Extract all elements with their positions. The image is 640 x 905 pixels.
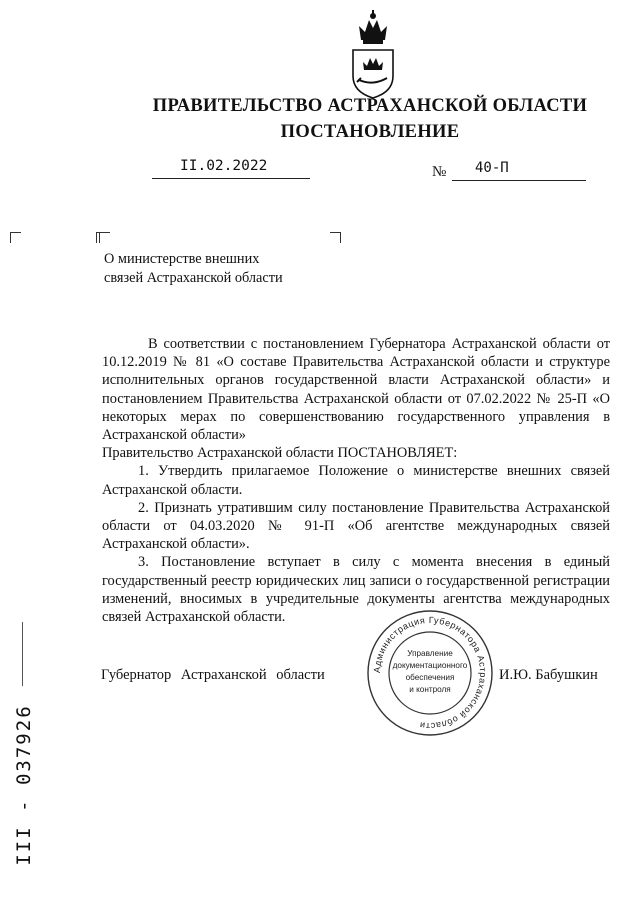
item-2-paragraph: 2. Признать утратившим силу постановление Правительства Астраханской области от 04.03.2020 № 91-П «Об агентстве международных связей Астраханской области». [102, 499, 610, 553]
decree-paragraph: Правительство Астраханской области ПОСТАНОВЛЯЕТ: [102, 445, 458, 462]
intro-paragraph: В соответствии с постановлением Губернатора Астраханской области от 10.12.2019 № 81 «О составе Правительства Астраханской области и структуре исполнительных органов государственной власти Астраханской области» и постановлением Правительства Астраханской области от 07.02.2022 № 25-П «О некоторых мерах по совершенствованию государственного управления в Астраханской области» [102, 336, 610, 444]
official-stamp [365, 608, 495, 738]
number-sign: № [432, 164, 447, 180]
form-serial-number [8, 704, 40, 866]
signature-role: Губернатор Астраханской области [101, 667, 325, 683]
stamp-center-line-1: Управление [407, 649, 453, 658]
stamp-center-line-3: обеспечения [405, 673, 455, 682]
subject-line-2: связей Астраханской области [104, 270, 283, 286]
stamp-ring-text: Администрация Губернатора Астраханской области [371, 614, 489, 732]
date-underline [152, 178, 310, 179]
form-serial-text: III - 037926 [13, 704, 35, 866]
stamp-center-line-4: и контроля [409, 685, 451, 694]
government-title: ПРАВИТЕЛЬСТВО АСТРАХАНСКОЙ ОБЛАСТИ [152, 96, 588, 116]
item-1-paragraph: 1. Утвердить прилагаемое Положение о министерстве внешних связей Астраханской области. [102, 463, 610, 498]
coat-of-arms-emblem [345, 10, 401, 100]
left-corner-mark [10, 232, 21, 243]
subject-left-corner-mark-inner [99, 232, 110, 243]
signature-name: И.Ю. Бабушкин [499, 667, 598, 683]
margin-line [22, 622, 23, 686]
document-number: 40-П [475, 160, 509, 176]
document-subject [104, 250, 283, 288]
document-date: II.02.2022 [180, 158, 268, 174]
document-body [102, 335, 610, 626]
subject-right-corner-mark [330, 232, 341, 243]
document-type-title: ПОСТАНОВЛЕНИЕ [280, 122, 460, 142]
number-underline [452, 180, 586, 181]
subject-line-1: О министерстве внешних [104, 251, 260, 267]
stamp-center-line-2: документационного [392, 661, 468, 670]
item-3-paragraph: 3. Постановление вступает в силу с момента внесения в единый государственный реестр юридических лиц записи о государственной регистрации изменений, вносимых в учредительные документы агентства международных связей Астраханской области. [102, 554, 610, 626]
